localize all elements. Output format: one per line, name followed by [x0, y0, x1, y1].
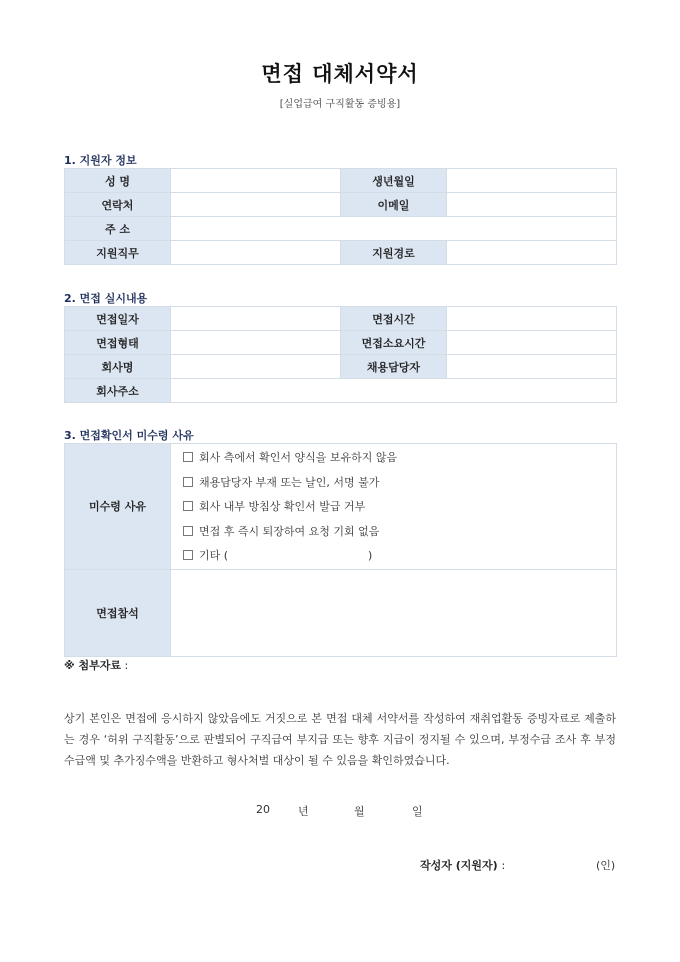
email-label: 이메일	[341, 193, 447, 217]
name-field[interactable]	[171, 169, 341, 193]
table-row	[65, 241, 617, 265]
checkbox-icon[interactable]	[183, 477, 193, 487]
email-field[interactable]	[447, 193, 617, 217]
checkbox-icon[interactable]	[183, 550, 193, 560]
etc-close: )	[368, 549, 373, 563]
seal-mark: (인)	[596, 859, 616, 872]
checkbox-icon[interactable]	[183, 452, 193, 462]
table-row	[65, 331, 617, 355]
reason-option-1[interactable]	[183, 446, 616, 471]
position-label: 지원직무	[65, 241, 171, 265]
checkbox-icon[interactable]	[183, 501, 193, 511]
reason-table	[64, 443, 617, 657]
reason-label: 미수령 사유	[65, 444, 171, 570]
attachment-colon: :	[124, 659, 129, 672]
manager-field[interactable]	[447, 355, 617, 379]
date-month-label: 월	[354, 805, 365, 818]
statement-text: 상기 본인은 면접에 응시하지 않았음에도 거짓으로 본 면접 대체 서약서를 작성하여 재취업활동 증빙자료로 제출하는 경우 ‘허위 구직활동’으로 판별되어 구직급여 부지급 또는 향후 지급이 정지될 수 있으며, 부정수급 조사 후 부정수급액 및 추가징수액을 반환하고 형사처벌 대상이 될 수 있음을 확인하였습니다.	[64, 712, 616, 767]
attendance-field[interactable]	[171, 569, 617, 656]
table-row	[65, 444, 617, 570]
applicant-info-table	[64, 168, 617, 265]
date-year-label: 년	[298, 805, 309, 818]
contact-field[interactable]	[171, 193, 341, 217]
table-row	[65, 307, 617, 331]
birth-label: 생년월일	[341, 169, 447, 193]
name-label: 성 명	[65, 169, 171, 193]
table-row	[65, 355, 617, 379]
interview-date-label: 면접일자	[65, 307, 171, 331]
document-title: 면접 대체서약서	[261, 62, 419, 86]
interview-date-field[interactable]	[171, 307, 341, 331]
reason-options-cell	[171, 444, 617, 570]
reason-option-etc[interactable]	[183, 544, 616, 569]
reason-option-label: 회사 측에서 확인서 양식을 보유하지 않음	[199, 451, 398, 464]
table-row	[65, 379, 617, 403]
attachment-label: ※ 첨부자료	[64, 659, 122, 672]
address-label: 주 소	[65, 217, 171, 241]
etc-label: 기타 (	[199, 549, 229, 563]
table-row	[65, 217, 617, 241]
section-2-title: 2. 면접 실시내용	[64, 292, 148, 305]
interview-type-label: 면접형태	[65, 331, 171, 355]
interview-duration-field[interactable]	[447, 331, 617, 355]
birth-field[interactable]	[447, 169, 617, 193]
company-address-field[interactable]	[171, 379, 617, 403]
attendance-label: 면접참석	[65, 569, 171, 656]
interview-info-table	[64, 306, 617, 403]
reason-option-2[interactable]	[183, 471, 616, 496]
route-label: 지원경로	[341, 241, 447, 265]
signer-colon: :	[501, 859, 506, 872]
reason-option-4[interactable]	[183, 520, 616, 545]
manager-label: 채용담당자	[341, 355, 447, 379]
address-field[interactable]	[171, 217, 617, 241]
contact-label: 연락처	[65, 193, 171, 217]
company-field[interactable]	[171, 355, 341, 379]
section-3-title: 3. 면접확인서 미수령 사유	[64, 429, 194, 442]
checkbox-icon[interactable]	[183, 526, 193, 536]
section-1-title: 1. 지원자 정보	[64, 154, 137, 167]
reason-option-label: 채용담당자 부재 또는 날인, 서명 불가	[199, 475, 380, 489]
position-field[interactable]	[171, 241, 341, 265]
attachment-line	[64, 657, 128, 673]
interview-time-field[interactable]	[447, 307, 617, 331]
reason-options	[171, 444, 616, 569]
company-label: 회사명	[65, 355, 171, 379]
route-field[interactable]	[447, 241, 617, 265]
table-row	[65, 569, 617, 656]
signer-line	[420, 857, 505, 873]
interview-time-label: 면접시간	[341, 307, 447, 331]
interview-duration-label: 면접소요시간	[341, 331, 447, 355]
date-day-label: 일	[412, 805, 423, 818]
table-row	[65, 193, 617, 217]
document-subtitle: [실업급여 구직활동 증빙용]	[279, 99, 401, 110]
table-row	[65, 169, 617, 193]
reason-option-label: 면접 후 즉시 퇴장하여 요청 기회 없음	[199, 524, 380, 538]
reason-option-label: 회사 내부 방침상 확인서 발급 거부	[199, 500, 366, 514]
interview-type-field[interactable]	[171, 331, 341, 355]
signer-label: 작성자 (지원자)	[420, 859, 498, 872]
date-year-prefix: 20	[256, 803, 270, 816]
company-address-label: 회사주소	[65, 379, 171, 403]
reason-option-3[interactable]	[183, 495, 616, 520]
